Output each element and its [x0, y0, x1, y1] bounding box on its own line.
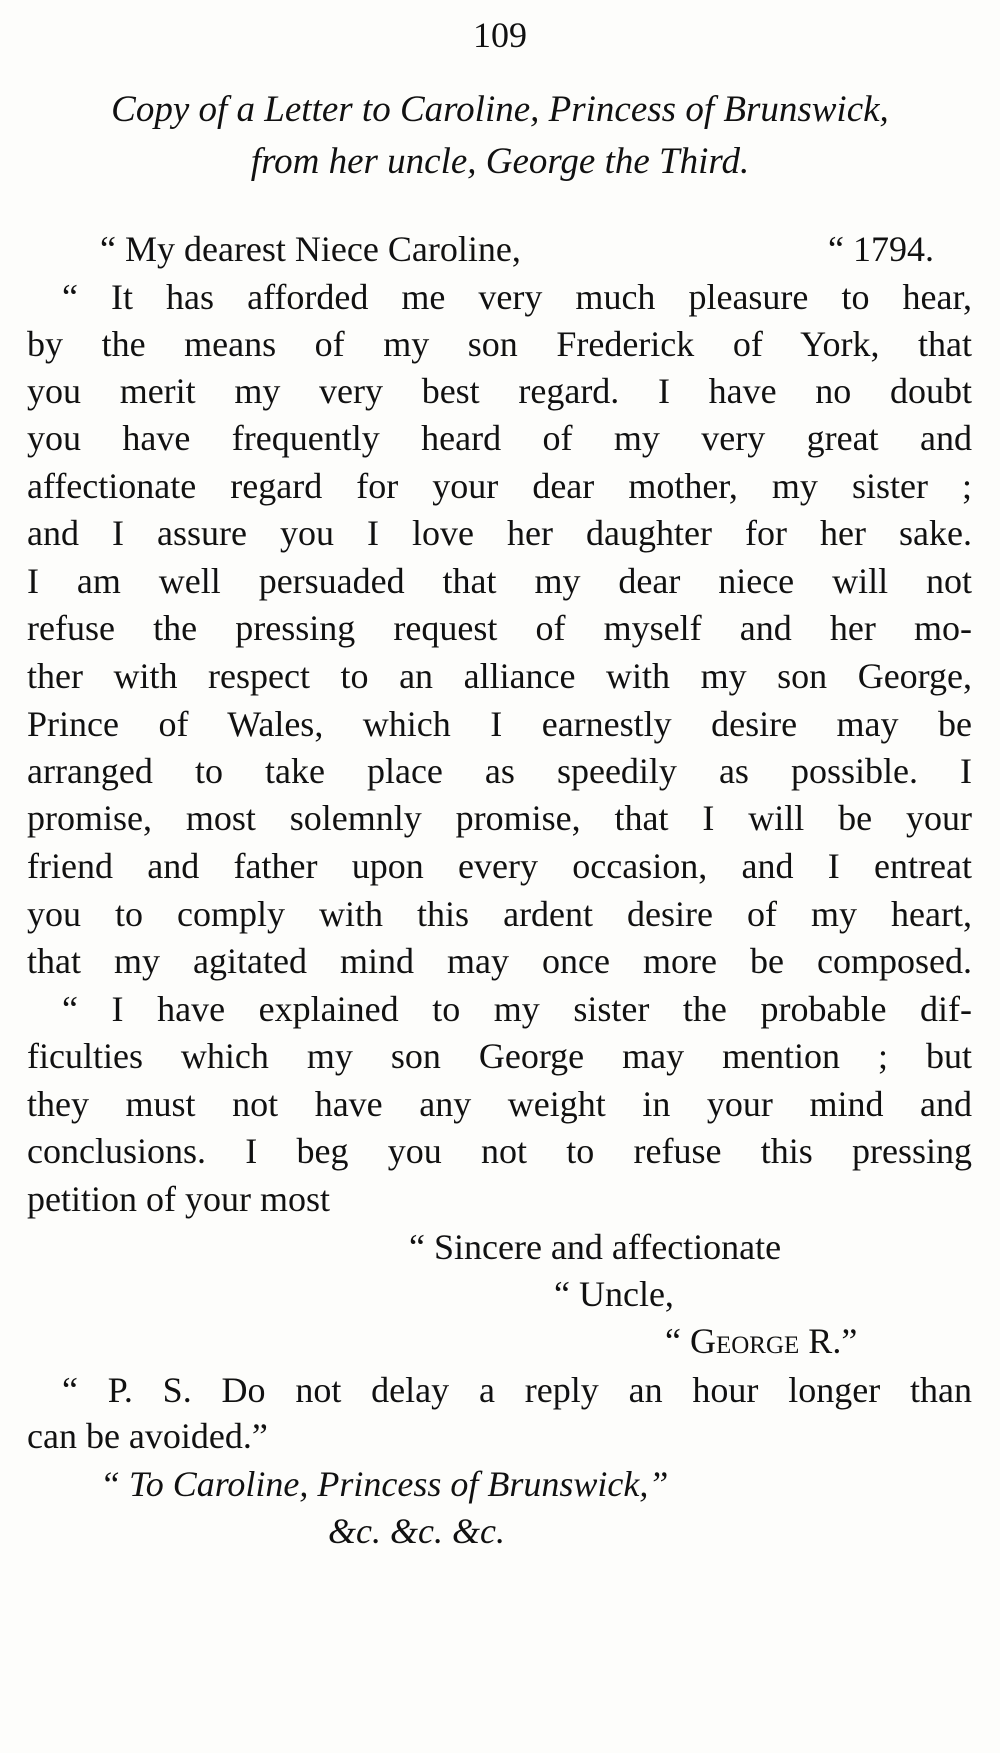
letter-body-line: petition of your most: [27, 1179, 330, 1219]
letter-body-line: you have frequently heard of my very great and: [27, 418, 972, 458]
letter-date: “ 1794.: [828, 229, 934, 269]
letter-signature: “ George R.”: [665, 1321, 858, 1361]
letter-title-line-1: Copy of a Letter to Caroline, Princess of Brunswick,: [111, 89, 889, 130]
letter-body-line: you merit my very best regard. I have no doubt: [27, 371, 972, 411]
letter-body-line: ther with respect to an alliance with my son George,: [27, 656, 972, 696]
letter-body-line: affectionate regard for your dear mother, my sister ;: [27, 466, 972, 506]
letter-closing-uncle: “ Uncle,: [554, 1274, 674, 1314]
letter-body-line: arranged to take place as speedily as possible. I: [27, 751, 972, 791]
letter-salutation: “ My dearest Niece Caroline,: [100, 229, 521, 269]
letter-body-line: friend and father upon every occasion, and I entreat: [27, 846, 972, 886]
page-number: 109: [473, 15, 527, 55]
letter-body-line: and I assure you I love her daughter for her sake.: [27, 513, 972, 553]
letter-body-line: “ I have explained to my sister the probable dif-: [62, 989, 972, 1029]
letter-body-line: they must not have any weight in your mind and: [27, 1084, 972, 1124]
letter-etc: &c. &c. &c.: [328, 1511, 505, 1551]
letter-body-line: by the means of my son Frederick of York, that: [27, 324, 972, 364]
letter-title-line-2: from her uncle, George the Third.: [250, 141, 750, 182]
letter-body-line: I am well persuaded that my dear niece will not: [27, 561, 972, 601]
letter-body-line: “ It has afforded me very much pleasure to hear,: [62, 277, 972, 317]
letter-body-line: ficulties which my son George may mention ; but: [27, 1036, 972, 1076]
letter-body-line: you to comply with this ardent desire of my heart,: [27, 894, 972, 934]
letter-address: “ To Caroline, Princess of Brunswick,”: [100, 1464, 669, 1504]
letter-body-line: refuse the pressing request of myself and her mo-: [27, 608, 972, 648]
letter-postscript: “ P. S. Do not delay a reply an hour longer than: [62, 1370, 972, 1410]
letter-body-line: conclusions. I beg you not to refuse this pressing: [27, 1131, 972, 1171]
letter-body-line: Prince of Wales, which I earnestly desire may be: [27, 704, 972, 744]
letter-body-line: that my agitated mind may once more be composed.: [27, 941, 972, 981]
letter-body-line: promise, most solemnly promise, that I will be your: [27, 798, 972, 838]
letter-postscript-end: can be avoided.”: [27, 1416, 268, 1456]
letter-closing: “ Sincere and affectionate: [409, 1227, 782, 1267]
